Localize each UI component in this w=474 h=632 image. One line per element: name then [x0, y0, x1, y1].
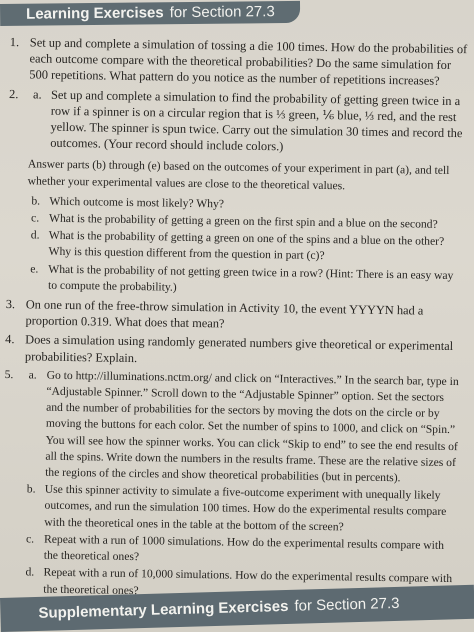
exercise-3 [1, 296, 463, 336]
part-label: c. [25, 532, 35, 546]
exercise-number: 3. [5, 297, 16, 312]
part-label: c. [31, 211, 40, 225]
exercise-1 [5, 34, 468, 90]
exercise-5 [0, 367, 463, 604]
part-label: b. [31, 194, 41, 208]
exercise-2e [26, 261, 464, 300]
exercise-number: 4. [5, 332, 15, 347]
part-label: d. [25, 565, 35, 579]
part-text: Set up and complete a simulation to find the probability of getting green twice in a row if a spinner is on a circular region that is ⅓ green, ⅙ blue, ⅓ red, and the rest yellow. The spinner is spun twice. Carry out the simulation 30 times and record the outcomes. (Your record should include colors.) [50, 87, 463, 154]
exercise-number: 2. [8, 86, 19, 101]
part-text: What is the probability of getting a green on one of the spins and a blue on the other? Why is this question different from the question in part (c)? [48, 228, 445, 263]
part-text: Repeat with a run of 10,000 simulations. How do the experimental results compare with the theoretical ones? [43, 565, 453, 597]
section-header [0, 1, 300, 26]
supplementary-header-title: Supplementary Learning Exercises [38, 597, 289, 622]
part-label: a. [28, 368, 37, 382]
part-text: Use this spinner activity to simulate a five-outcome experiment with unequally likely outcomes, and run the simulation 100 times. How do the experimental results compare with the theoretical ones in the table at the bottom of the screen? [44, 482, 447, 534]
exercise-2a [28, 86, 467, 158]
part-label: d. [30, 228, 40, 242]
exercise-5c [22, 531, 460, 570]
section-header-title: Learning Exercises [26, 4, 164, 23]
exercise-2d [26, 228, 464, 267]
exercise-2 [2, 86, 467, 301]
part-text: What is the probability of not getting green twice in a row? (Hint: There is an easy way to compute the probability.) [47, 262, 454, 294]
exercise-number: 1. [9, 35, 20, 50]
exercise-list [0, 34, 468, 607]
exercise-4 [1, 331, 463, 371]
part-text: What is the probability of getting a green on the first spin and a blue on the second? [49, 211, 438, 231]
part-text: Which outcome is most likely? Why? [49, 194, 225, 211]
part-label: b. [26, 482, 36, 496]
part-label: a. [32, 87, 42, 102]
exercise-5b [22, 482, 461, 537]
part-text: Go to http://illuminations.nctm.org/ and click on “Interactives.” In the search bar, type in “Adjustable Spinner.” Scroll down to the “Adjustable Spinner” option. Set the sectors and the number of probabilities for the sectors by moving the dots on the circle or by moving the buttons for each color. Set the number of spins to 1000, and click on “Spin.” You will see how the spinner works. You can click “Skip to end” to see the end results of all the spins. Write down the numbers in the results frame. These are the relative sizes of the regions of the circles and show theoretical probabilities (but in percents). [45, 368, 459, 485]
exercise-number: 5. [4, 367, 14, 382]
exercise-2-intro: Answer parts (b) through (e) based on the outcomes of your experiment in part (a), and tell whether your experimental values are close to the theoretical values. [27, 157, 450, 192]
part-text: Repeat with a run of 1000 simulations. How do the experimental results compare with the theoretical ones? [43, 532, 445, 564]
exercise-text: Does a simulation using randomly generated numbers give theoretical or experimental probabilities? Explain. [24, 332, 454, 365]
part-label: e. [30, 262, 39, 276]
exercise-5a [23, 367, 463, 487]
section-header-subtitle: for Section 27.3 [169, 3, 275, 22]
exercise-text: Set up and complete a simulation of tossing a die 100 times. How do the probabilities of each outcome compare with the theoretical probabilities? Do the same simulation for 500 repetitions. What pattern do you notice as the number of repetitions increases? [29, 35, 468, 89]
supplementary-header-subtitle: for Section 27.3 [294, 594, 400, 615]
exercise-text: On one run of the free-throw simulation in Activity 10, the event YYYYN had a proportion 0.319. What does that mean? [25, 297, 424, 331]
